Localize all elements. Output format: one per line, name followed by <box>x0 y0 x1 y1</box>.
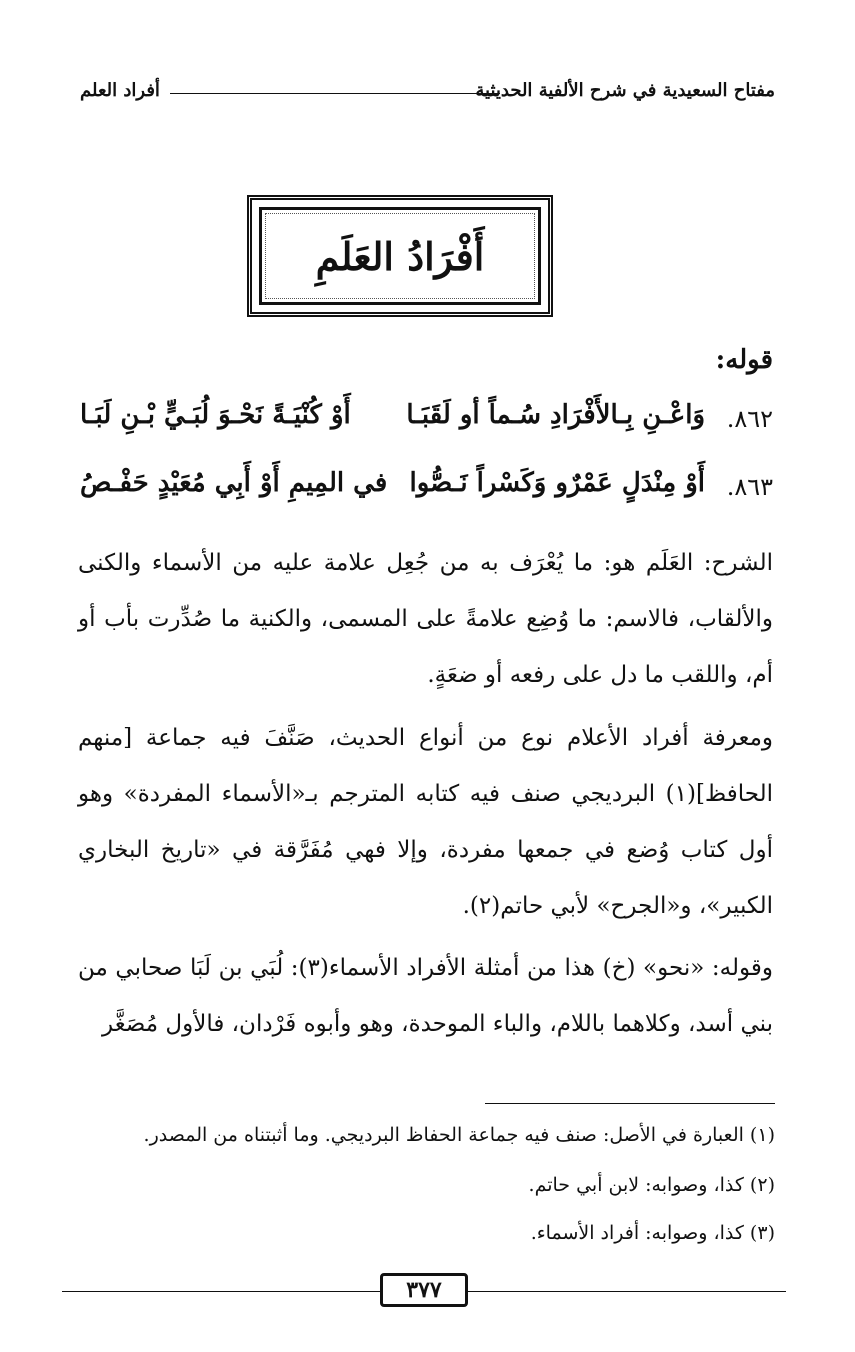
footnote: (٣) كذا، وصوابه: أفراد الأسماء. <box>530 1222 775 1244</box>
section-title: أَفْرَادُ العَلَمِ <box>259 207 541 305</box>
running-header-book-title: مفتاح السعيدية في شرح الألفية الحديثية <box>475 80 775 101</box>
verse-number: ٨٦٢. <box>726 405 773 433</box>
footnote-separator <box>485 1103 775 1104</box>
verse-number: ٨٦٣. <box>726 473 773 501</box>
verse-hemistich-left: أَوْ كُنْيَـةً نَحْـوَ لُبَـيٍّ بْـنِ لَبَـا <box>80 400 351 430</box>
footnote: (١) العبارة في الأصل: صنف فيه جماعة الحفاظ البرديجي. وما أثبتناه من المصدر. <box>143 1124 775 1146</box>
running-header-chapter-title: أفراد العلم <box>80 80 160 101</box>
intro-label: قوله: <box>715 345 773 375</box>
body-paragraph <box>78 535 773 703</box>
paragraph-text: وقوله: «نحو» (خ) هذا من أمثلة الأفراد الأسماء(٣): لُبَي بن لَبَا صحابي من بني أسد، وكلاهما باللام، والباء الموحدة، وهو وأبوه فَرْدان، فالأول مُصَغَّر <box>78 955 773 1037</box>
header-rule <box>170 93 500 94</box>
footnote: (٢) كذا، وصوابه: لابن أبي حاتم. <box>528 1174 775 1196</box>
paragraph-text: الشرح: العَلَم هو: ما يُعْرَف به من جُعِل علامة عليه من الأسماء والكنى والألقاب، فالاسم: ما وُضِع علامةً على المسمى، والكنية ما صُدِّرت بأب أو أم، واللقب ما دل على رفعه أو ضعَةٍ. <box>78 550 773 688</box>
verse-hemistich-right: وَاعْـنِ بِـالأَفْرَادِ سُـماً أو لَقَبَـا <box>406 400 705 430</box>
footer-rule-right <box>468 1291 786 1292</box>
verse-hemistich-left: في المِيمِ أَوْ أَبِي مُعَيْدٍ حَفْـصُ <box>80 468 388 498</box>
page-number: ٣٧٧ <box>380 1273 468 1307</box>
section-title-frame <box>247 195 553 317</box>
paragraph-text: ومعرفة أفراد الأعلام نوع من أنواع الحديث، صَنَّفَ فيه جماعة [منهم الحافظ](١) البرديجي صنف فيه كتابه المترجم بـ«الأسماء المفردة» وهو أول كتاب وُضع في جمعها مفردة، وإلا فهي مُفَرَّقة في «تاريخ البخاري الكبير»، و«الجرح» لأبي حاتم(٢). <box>78 725 773 919</box>
footer-rule-left <box>62 1291 380 1292</box>
verse-hemistich-right: أَوْ مِنْدَلٍ عَمْرٌو وَكَسْراً نَـصُّوا <box>409 468 705 498</box>
body-paragraph <box>78 940 773 1052</box>
body-paragraph <box>78 710 773 934</box>
